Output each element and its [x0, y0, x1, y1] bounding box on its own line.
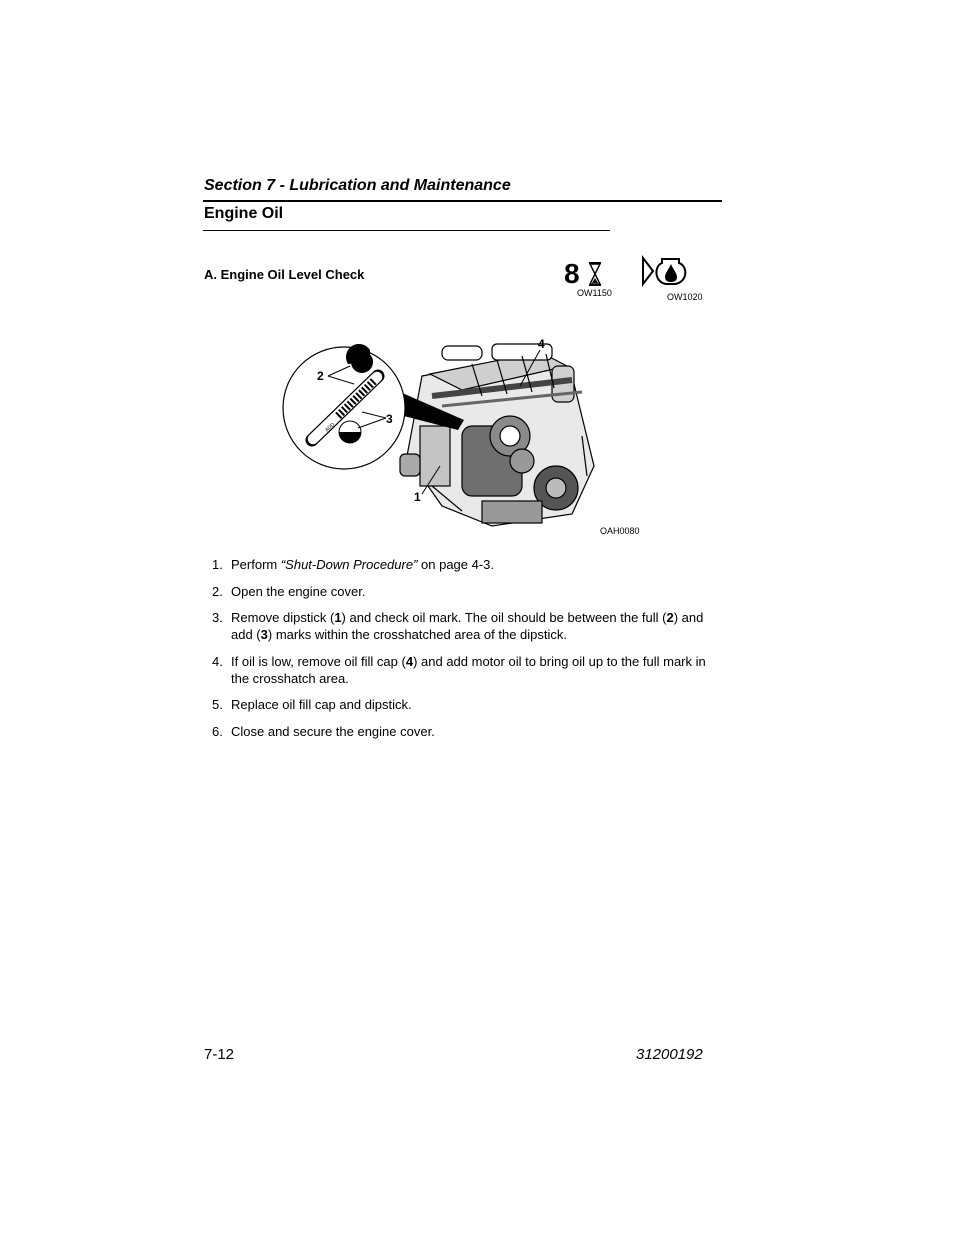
section-title: Section 7 - Lubrication and Maintenance: [204, 177, 511, 194]
step-number: 4.: [212, 653, 223, 669]
cross-reference: “Shut-Down Procedure”: [280, 557, 418, 572]
document-number: 31200192: [636, 1046, 703, 1063]
step-text: ) and add motor oil to bring oil up to the full mark in the crosshatch area.: [231, 653, 706, 686]
procedure-steps: [212, 556, 724, 749]
engine-illustration: [400, 344, 594, 526]
subsection-divider: [203, 230, 610, 231]
engine-oil-drop-icon: [636, 250, 708, 292]
callout-reference: 2: [666, 610, 674, 625]
step-text: Close and secure the engine cover.: [231, 723, 435, 739]
engine-oil-figure: [282, 336, 612, 536]
callout-4: 4: [538, 337, 545, 351]
procedure-step: [212, 556, 724, 573]
procedure-step: [212, 723, 724, 740]
step-text: on page 4-3.: [417, 557, 495, 572]
interval-number: 8: [564, 258, 580, 289]
procedure-step: [212, 653, 724, 687]
step-number: 1.: [212, 557, 223, 572]
step-text: Open the engine cover.: [231, 583, 366, 599]
maintenance-interval-icon: [562, 257, 622, 302]
step-text: If oil is low, remove oil fill cap (: [231, 653, 406, 669]
page-number: 7-12: [204, 1046, 235, 1063]
dipstick-detail-inset: [283, 344, 405, 469]
subsection-title: Engine Oil: [204, 205, 284, 222]
callout-reference: 1: [334, 610, 342, 625]
procedure-step: [212, 696, 724, 713]
callout-1: 1: [414, 490, 421, 504]
step-number: 5.: [212, 697, 223, 712]
step-text: Remove dipstick (: [231, 610, 335, 625]
step-number: 6.: [212, 723, 223, 739]
step-number: 2.: [212, 583, 223, 599]
callout-3: 3: [386, 412, 393, 426]
oil-icon-code: OW1020: [667, 292, 703, 302]
dipstick-add-label: ADD: [324, 421, 336, 434]
callout-2: 2: [317, 369, 324, 383]
step-text: ) marks within the crosshatched area of the dipstick.: [267, 627, 568, 642]
callout-reference: 3: [260, 627, 268, 642]
callout-reference: 4: [405, 653, 414, 669]
procedure-step: [212, 609, 724, 643]
procedure-heading: A. Engine Oil Level Check: [204, 267, 365, 282]
step-text: Perform: [231, 557, 281, 572]
procedure-step: [212, 583, 724, 600]
figure-code: OAH0080: [600, 526, 640, 536]
hourglass-icon: [588, 262, 602, 286]
step-number: 3.: [212, 610, 223, 625]
engine-oil-icon-group: [636, 250, 708, 306]
step-text: ) and add (: [231, 610, 704, 642]
interval-icon-code: OW1150: [577, 288, 612, 298]
section-divider: [203, 200, 722, 202]
step-text: Replace oil fill cap and dipstick.: [231, 697, 412, 712]
step-text: ) and check oil mark. The oil should be between the full (: [341, 610, 667, 625]
